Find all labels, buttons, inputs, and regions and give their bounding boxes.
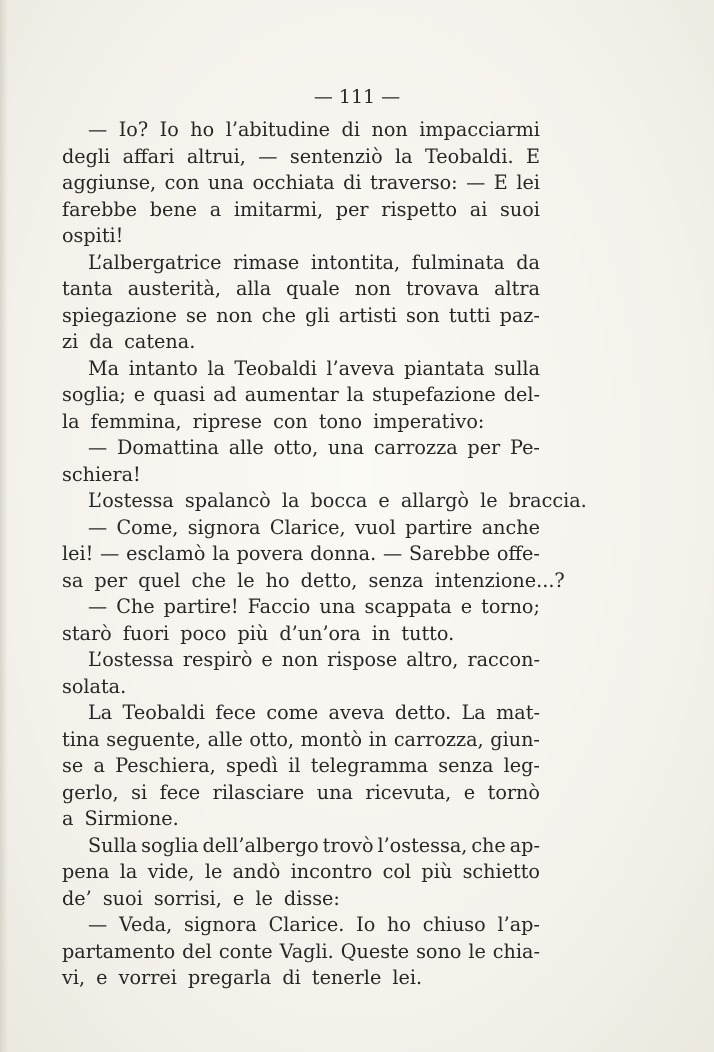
text-line: — Veda, signora Clarice. Io ho chiuso l’ap-: [88, 913, 540, 936]
text-line: L’ostessa respirò e non rispose altro, raccon-: [88, 648, 540, 671]
body-text: [62, 117, 587, 992]
text-line: — Domattina alle otto, una carrozza per Pe-: [88, 436, 540, 459]
paragraph: [62, 647, 540, 700]
text-line: aggiunse, con una occhiata di traverso: — E lei: [62, 171, 540, 194]
text-line: spiegazione se non che gli artisti son tutti paz-: [62, 303, 540, 327]
binding-shadow: [0, 0, 8, 1052]
text-line: Ma intanto la Teobaldi l’aveva piantata sulla: [88, 356, 540, 380]
paragraph: [62, 117, 540, 250]
text-line: tanta austerità, alla quale non trovava altra: [62, 277, 540, 300]
text-line: soglia; e quasi ad aumentar la stupefazione del-: [62, 383, 540, 406]
paragraph: [62, 515, 565, 595]
text-line: a Sirmione.: [62, 807, 179, 830]
text-line: starò fuori poco più d’un’ora in tutto.: [62, 621, 455, 645]
text-line: de’ suoi sorrisi, e le disse:: [62, 886, 340, 910]
text-line: schiera!: [62, 462, 141, 486]
paragraph: [62, 356, 540, 436]
text-line: sa per quel che le ho detto, senza intenzione...?: [62, 568, 565, 592]
text-line: ospiti!: [62, 224, 124, 247]
text-line: la femmina, riprese con tono imperativo:: [62, 409, 485, 433]
text-line: zi da catena.: [62, 330, 196, 353]
text-line: L’ostessa spalancò la bocca e allargò le braccia.: [88, 489, 587, 512]
text-line: pena la vide, le andò incontro col più schietto: [62, 860, 540, 883]
paragraph: [62, 488, 587, 515]
text-line: L’albergatrice rimase intontita, fulminata da: [88, 250, 540, 274]
page-number: — 111 —: [313, 86, 401, 108]
text-line: farebbe bene a imitarmi, per rispetto ai suoi: [62, 197, 540, 221]
text-line: — Io? Io ho l’abitudine di non impacciarmi: [88, 118, 540, 141]
text-line: solata.: [62, 674, 127, 698]
paragraph: [62, 912, 540, 992]
paragraph: [62, 435, 540, 488]
text-line: vi, e vorrei pregarla di tenerle lei.: [62, 966, 423, 989]
paragraph: [62, 594, 540, 647]
paragraph: [62, 700, 540, 833]
text-line: partamento del conte Vagli. Queste sono le chia-: [62, 939, 540, 963]
text-line: tina seguente, alle otto, montò in carrozza, giun-: [62, 727, 540, 751]
paragraph: [62, 833, 540, 913]
text-line: — Come, signora Clarice, vuol partire anche: [88, 515, 540, 539]
text-line: gerlo, si fece rilasciare una ricevuta, e tornò: [62, 780, 540, 804]
text-line: lei! — esclamò la povera donna. — Sarebbe offe-: [62, 542, 540, 565]
paragraph: [62, 250, 540, 356]
text-line: degli affari altrui, — sentenziò la Teobaldi. E: [62, 144, 540, 168]
text-line: Sulla soglia dell’albergo trovò l’ostessa, che ap-: [88, 833, 540, 857]
text-line: — Che partire! Faccio una scappata e torno;: [88, 595, 540, 618]
text-line: se a Peschiera, spedì il telegramma senza leg-: [62, 754, 540, 777]
text-line: La Teobaldi fece come aveva detto. La mat-: [88, 701, 540, 724]
